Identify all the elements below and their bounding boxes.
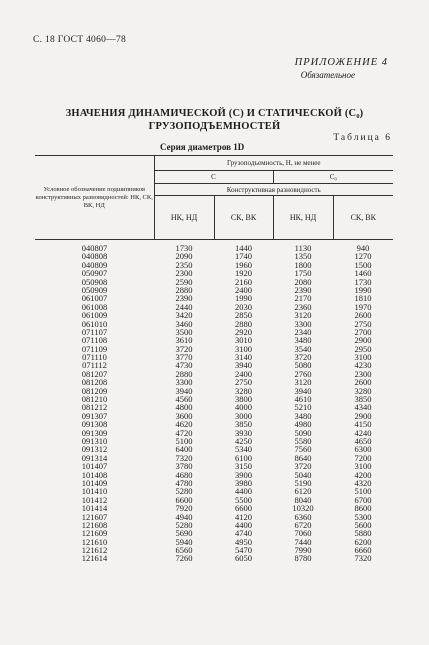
cell-designation: 121609 [81,528,108,539]
cell-c0-nk-nd: 3940 [294,385,312,396]
cell-c0-nk-nd: 2170 [294,293,312,304]
cell-c0-nk-nd: 8780 [294,553,312,564]
cell-designation: 061007 [81,293,108,304]
cell-c-sk-vk: 3140 [235,352,252,363]
cell-c-nk-nd: 2390 [175,293,193,304]
cell-c-sk-vk: 3930 [235,427,252,438]
cell-designation: 091308 [81,419,108,430]
cell-c0-sk-vk: 2950 [354,343,372,354]
cell-designation: 121607 [81,511,108,522]
cell-c-nk-nd: 5280 [175,486,193,497]
cell-designation: 121612 [81,545,108,556]
cell-designation: 091309 [81,427,108,438]
cell-c0-sk-vk: 2900 [354,335,372,346]
cell-c-nk-nd: 5690 [175,528,193,539]
cell-c0-nk-nd: 5580 [294,435,312,446]
variety-header: Конструктивная разновидность [154,184,393,196]
cell-c-nk-nd: 3610 [175,335,193,346]
cell-c-nk-nd: 3720 [175,343,193,354]
cell-designation: 101412 [81,494,108,505]
cell-c-sk-vk: 3980 [235,477,252,488]
cell-c-sk-vk: 3940 [235,360,252,371]
cell-designation: 121610 [81,536,108,547]
cell-c0-sk-vk: 1270 [354,251,372,262]
cell-c-sk-vk: 2750 [235,377,252,388]
cell-designation: 121614 [81,553,108,564]
cell-c0-sk-vk: 940 [356,243,370,253]
cell-c-nk-nd: 2880 [175,368,193,379]
stub-header: Условное обозначение подшипников конструктивных разновидностей: НК, СК, ВК, НД [35,156,154,240]
cell-c-sk-vk: 1440 [235,243,252,253]
series-label: Серия диаметров 1D [160,142,245,152]
cell-c-sk-vk: 4400 [235,486,252,497]
cell-designation: 101410 [81,486,108,497]
cell-c0-sk-vk: 4320 [354,477,372,488]
cell-designation: 071108 [81,335,108,346]
cell-designation: 091314 [81,452,108,463]
static-capacity-header: C₀ [273,171,393,184]
table-body [35,244,393,563]
col-header-c0-sk: СК, ВК [333,196,393,240]
cell-c0-sk-vk: 3100 [354,352,372,363]
cell-c0-sk-vk: 1500 [354,259,372,270]
cell-c-nk-nd: 2350 [175,259,193,270]
cell-c0-nk-nd: 3120 [294,377,312,388]
cell-c-sk-vk: 4950 [235,536,252,547]
cell-designation: 081210 [81,394,108,405]
cell-c-nk-nd: 7260 [175,553,193,564]
cell-designation: 040807 [81,243,108,253]
cell-c-sk-vk: 3000 [235,410,252,421]
cell-designation: 061010 [81,318,108,329]
cell-c-sk-vk: 2880 [235,318,252,329]
col-header-c0-nk: НК, НД [273,196,333,240]
cell-c0-nk-nd: 3720 [294,352,312,363]
cell-c0-nk-nd: 2760 [294,368,312,379]
cell-designation: 121608 [81,519,108,530]
cell-c0-nk-nd: 7560 [294,444,312,455]
cell-c0-sk-vk: 5600 [354,519,372,530]
cell-designation: 050909 [81,284,108,295]
cell-designation: 091312 [81,444,108,455]
cell-c-nk-nd: 5940 [175,536,193,547]
cell-designation: 071109 [81,343,108,354]
cell-c-nk-nd: 2090 [175,251,193,262]
cell-c-nk-nd: 3770 [175,352,193,363]
cell-c0-nk-nd: 3480 [294,335,312,346]
cell-c-sk-vk: 2400 [235,284,252,295]
cell-designation: 050908 [81,276,108,287]
cell-c0-nk-nd: 3540 [294,343,312,354]
cell-c0-nk-nd: 2360 [294,301,312,312]
cell-c0-sk-vk: 2600 [354,310,372,321]
cell-c0-nk-nd: 4610 [294,394,312,405]
cell-designation: 040808 [81,251,108,262]
cell-c-sk-vk: 3900 [235,469,252,480]
cell-c-sk-vk: 3150 [235,461,252,472]
cell-c0-nk-nd: 4980 [294,419,312,430]
cell-c0-sk-vk: 5100 [354,486,372,497]
cell-c0-sk-vk: 2900 [354,410,372,421]
cell-c-nk-nd: 2440 [175,301,193,312]
cell-c0-sk-vk: 2300 [354,368,372,379]
cell-c-nk-nd: 4800 [175,402,193,413]
cell-c-sk-vk: 5500 [235,494,252,505]
cell-c-sk-vk: 3850 [235,419,252,430]
cell-designation: 101409 [81,477,108,488]
cell-c-sk-vk: 3800 [235,394,252,405]
cell-c0-nk-nd: 5040 [294,469,312,480]
cell-c0-nk-nd: 1130 [294,243,312,253]
cell-c0-sk-vk: 5300 [354,511,372,522]
cell-c0-nk-nd: 1350 [294,251,312,262]
cell-c0-nk-nd: 1800 [294,259,312,270]
cell-designation: 071112 [82,360,107,371]
cell-c0-sk-vk: 1730 [354,276,372,287]
cell-c-nk-nd: 2590 [175,276,193,287]
cell-c-nk-nd: 4560 [175,394,193,405]
cell-c-nk-nd: 2880 [175,284,193,295]
cell-c-sk-vk: 6050 [235,553,252,564]
cell-c0-sk-vk: 4240 [354,427,372,438]
cell-designation: 101408 [81,469,108,480]
cell-c0-nk-nd: 7440 [294,536,312,547]
cell-c-sk-vk: 3280 [235,385,252,396]
cell-c0-nk-nd: 7060 [294,528,312,539]
cell-c0-sk-vk: 6300 [354,444,372,455]
cell-c-nk-nd: 4620 [175,419,193,430]
cell-c-nk-nd: 3600 [175,410,193,421]
cell-designation: 040809 [81,259,108,270]
cell-c0-sk-vk: 6200 [354,536,372,547]
cell-c-sk-vk: 2400 [235,368,252,379]
cell-c0-sk-vk: 6660 [354,545,372,556]
cell-c0-nk-nd: 6360 [294,511,312,522]
cell-c0-nk-nd: 8040 [294,494,312,505]
cell-c0-sk-vk: 1990 [354,284,372,295]
cell-c-sk-vk: 4740 [235,528,252,539]
cell-c-sk-vk: 6600 [235,503,252,514]
cell-c-sk-vk: 5470 [235,545,252,556]
cell-c-nk-nd: 4720 [175,427,193,438]
cell-c-nk-nd: 3500 [175,326,193,337]
cell-c0-sk-vk: 5880 [354,528,372,539]
table-row [35,554,393,562]
cell-c-nk-nd: 3420 [175,310,193,321]
cell-c0-sk-vk: 6700 [354,494,372,505]
cell-designation: 081208 [81,377,108,388]
cell-designation: 091307 [81,410,108,421]
cell-c-nk-nd: 4730 [175,360,193,371]
cell-c-sk-vk: 1920 [235,268,252,279]
cell-c-nk-nd: 6400 [175,444,193,455]
cell-designation: 061008 [81,301,108,312]
appendix-title: ПРИЛОЖЕНИЕ 4 [294,57,388,68]
cell-c-sk-vk: 6100 [235,452,252,463]
cell-c-nk-nd: 5280 [175,519,193,530]
cell-designation: 071110 [82,352,107,363]
cell-c0-sk-vk: 7320 [354,553,372,564]
cell-c-nk-nd: 2300 [175,268,193,279]
cell-c0-nk-nd: 3480 [294,410,312,421]
cell-c0-nk-nd: 6720 [294,519,312,530]
appendix-status: Обязательное [300,70,355,80]
cell-c-nk-nd: 4940 [175,511,193,522]
cell-c-sk-vk: 2030 [235,301,252,312]
cell-c0-nk-nd: 5080 [294,360,312,371]
cell-c0-nk-nd: 2080 [294,276,312,287]
cell-c-nk-nd: 3460 [175,318,193,329]
cell-c-sk-vk: 2160 [235,276,252,287]
cell-designation: 071107 [81,326,108,337]
cell-c0-nk-nd: 5210 [294,402,312,413]
cell-designation: 081212 [81,402,108,413]
cell-c-sk-vk: 3100 [235,343,252,354]
cell-c-nk-nd: 3300 [175,377,193,388]
cell-c0-sk-vk: 3280 [354,385,372,396]
cell-c-nk-nd: 7920 [175,503,193,514]
cell-c0-sk-vk: 1970 [354,301,372,312]
cell-c0-sk-vk: 1810 [354,293,372,304]
title-line-1: ЗНАЧЕНИЯ ДИНАМИЧЕСКОЙ (C) И СТАТИЧЕСКОЙ (C₀) [65,108,364,119]
cell-c0-sk-vk: 7200 [354,452,372,463]
cell-c-sk-vk: 4250 [235,435,252,446]
cell-c-nk-nd: 4680 [175,469,193,480]
cell-c-sk-vk: 5340 [235,444,252,455]
cell-c0-nk-nd: 2390 [294,284,312,295]
cell-c0-sk-vk: 8600 [354,503,372,514]
cell-c0-sk-vk: 2750 [354,318,372,329]
cell-designation: 091310 [81,435,108,446]
cell-c0-sk-vk: 4150 [354,419,372,430]
cell-designation: 050907 [81,268,108,279]
cell-c-sk-vk: 1740 [235,251,252,262]
cell-c0-nk-nd: 10320 [292,503,314,514]
cell-c-nk-nd: 4780 [175,477,193,488]
col-header-c-sk: СК, ВК [214,196,273,240]
cell-c0-nk-nd: 8640 [294,452,312,463]
cell-c0-sk-vk: 4200 [354,469,372,480]
cell-c-nk-nd: 1730 [175,243,193,253]
cell-c0-sk-vk: 2600 [354,377,372,388]
cell-c0-sk-vk: 4650 [354,435,372,446]
cell-c0-nk-nd: 3120 [294,310,312,321]
table-number: Таблица 6 [333,133,392,143]
cell-c0-nk-nd: 1750 [294,268,312,279]
cell-designation: 061009 [81,310,108,321]
cell-c-sk-vk: 2850 [235,310,252,321]
cell-c0-nk-nd: 7990 [294,545,312,556]
cell-designation: 101407 [81,461,108,472]
cell-designation: 081209 [81,385,108,396]
page-reference: С. 18 ГОСТ 4060—78 [33,35,127,45]
cell-designation: 101414 [81,503,108,514]
cell-c-nk-nd: 7320 [175,452,193,463]
cell-c0-sk-vk: 3100 [354,461,372,472]
table-header [35,155,393,240]
cell-c-nk-nd: 5100 [175,435,193,446]
cell-c0-sk-vk: 2700 [354,326,372,337]
cell-c-sk-vk: 1990 [235,293,252,304]
cell-c-sk-vk: 4400 [235,519,252,530]
col-header-c-nk: НК, НД [154,196,214,240]
dynamic-capacity-header: C [154,171,273,184]
cell-c-nk-nd: 6560 [175,545,193,556]
cell-c0-sk-vk: 4230 [354,360,372,371]
capacity-header: Грузоподъемность, Н, не менее [154,156,393,171]
cell-c0-sk-vk: 1460 [354,268,372,279]
document-title [0,107,429,133]
cell-c0-nk-nd: 5190 [294,477,312,488]
cell-c0-sk-vk: 4340 [354,402,372,413]
cell-c-nk-nd: 6600 [175,494,193,505]
cell-c0-nk-nd: 3300 [294,318,312,329]
cell-c-sk-vk: 4000 [235,402,252,413]
cell-c0-nk-nd: 6120 [294,486,312,497]
cell-c0-nk-nd: 2340 [294,326,312,337]
cell-c-nk-nd: 3780 [175,461,193,472]
cell-c-sk-vk: 2920 [235,326,252,337]
title-line-2: ГРУЗОПОДЪЕМНОСТЕЙ [148,121,281,132]
cell-c-sk-vk: 1960 [235,259,252,270]
cell-c-nk-nd: 3940 [175,385,193,396]
cell-c0-nk-nd: 5090 [294,427,312,438]
cell-c0-sk-vk: 3850 [354,394,372,405]
cell-designation: 081207 [81,368,108,379]
cell-c-sk-vk: 3010 [235,335,252,346]
cell-c0-nk-nd: 3720 [294,461,312,472]
cell-c-sk-vk: 4120 [235,511,252,522]
